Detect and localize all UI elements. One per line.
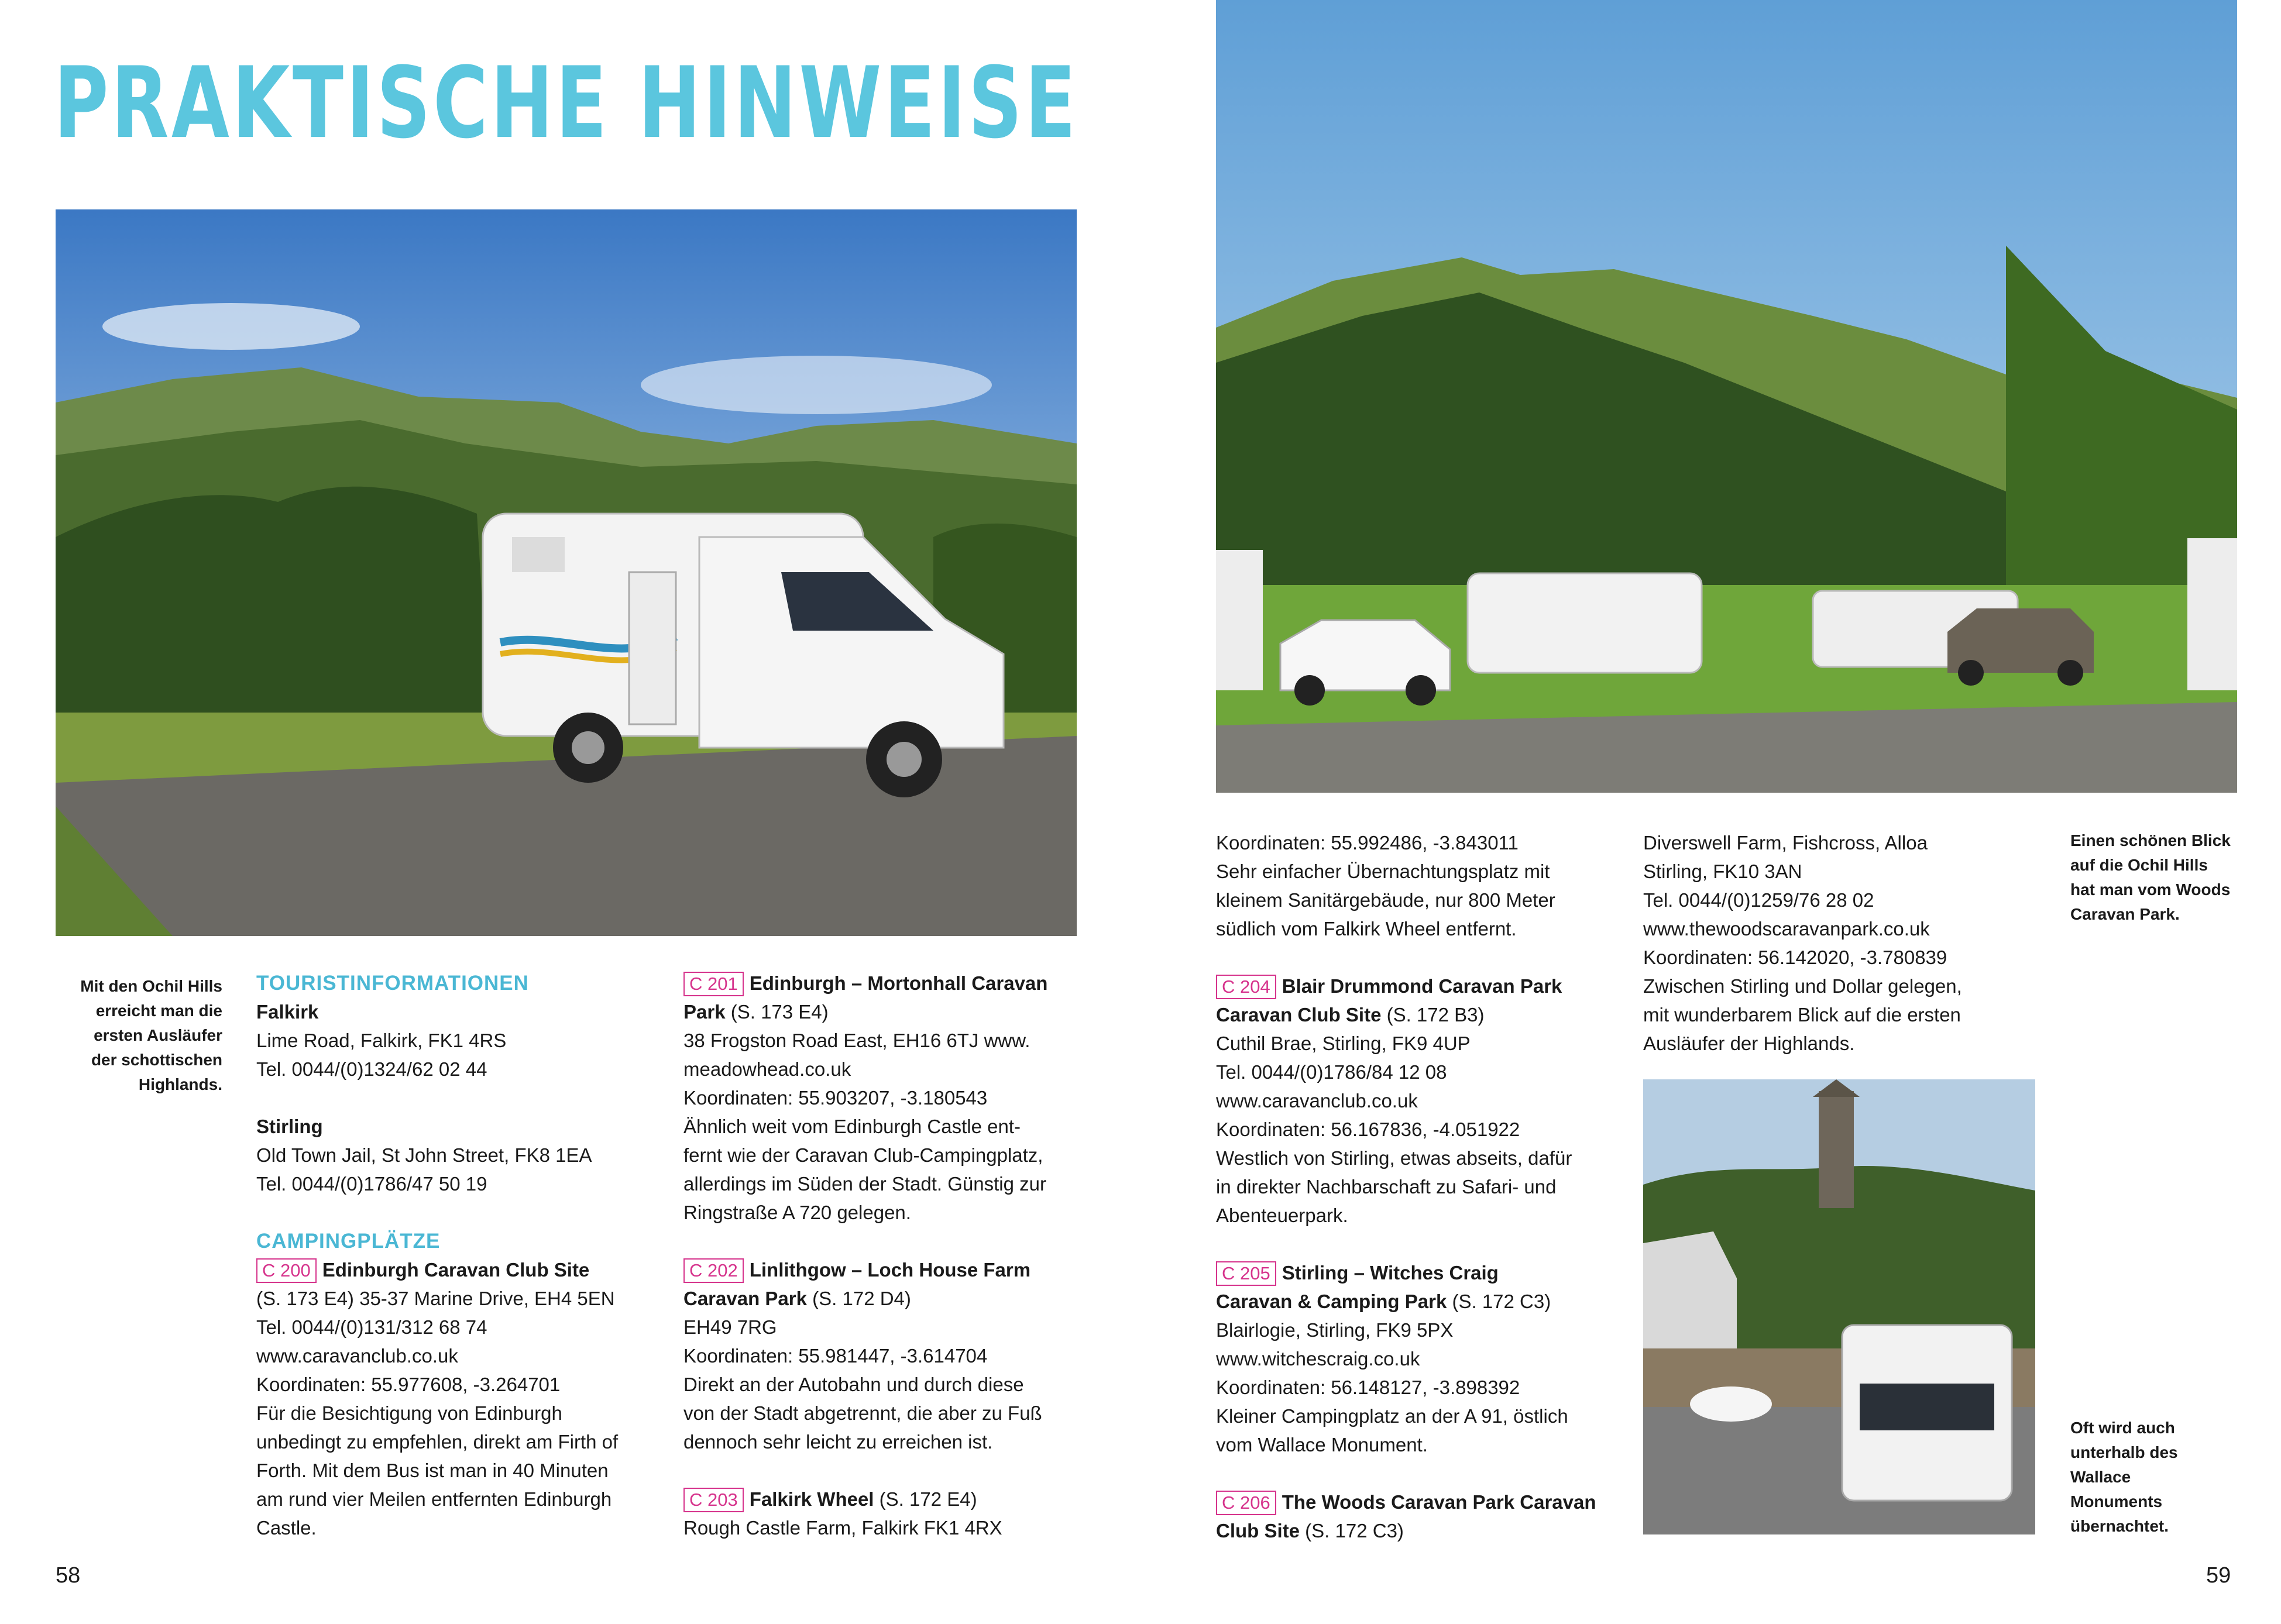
wallace-monument-photo — [1643, 1079, 2035, 1534]
entry-c202: C 202 Linlithgow – Loch House Farm — [683, 1255, 1105, 1284]
caravan-park-photo — [1216, 0, 2237, 793]
site-code-badge: C 205 — [1216, 1261, 1276, 1286]
section-heading-camping: CAMPINGPLÄTZE — [256, 1230, 441, 1253]
page-number-right: 59 — [2206, 1563, 2231, 1588]
entry-c203: C 203 Falkirk Wheel (S. 172 E4) — [683, 1485, 1105, 1513]
entry-c206: C 206 The Woods Caravan Park Caravan — [1216, 1488, 1626, 1516]
entry-title-falkirk: Falkirk — [256, 1001, 319, 1023]
entry-title-stirling: Stirling — [256, 1116, 323, 1137]
motorhome-photo — [56, 209, 1077, 936]
column-3: Koordinaten: 55.992486, -3.843011 Sehr einfacher Übernachtungsplatz mit kleinem Sanitärgebäude, nur 800 Meter südlich vom Falkirk Wheel entfernt. C 204 Blair Drummond Caravan Park Caravan Club Site (S. 172 B3) Cuthil Brae, Stirling, FK9 4UP Tel. 0044/(0)1786/84 12 08 www.caravanclub.co.uk Koordinaten: 56.167836, -4.051922 Westlich von Stirling, etwas abseits, dafür in direkter Nachbarschaft zu Safari- und Abenteuerpark. C 205 Stirling – Witches Craig Caravan & Camping Park (S. 172 C3) Blairlogie, Stirling, FK9 5PX www.witchescraig.co.uk Koordinaten: 56.148127, -3.898392 Kleiner Campingplatz an der A 91, östlich vom Wallace Monument. C 206 The Woods Caravan Park Caravan Club Site (S. 172 C3) — [1216, 828, 1626, 1545]
column-2: C 201 Edinburgh – Mortonhall Caravan Park (S. 173 E4) 38 Frogston Road East, EH16 6TJ www. meadowhead.co.uk Koordinaten: 55.903207, -3.180543 Ähnlich weit vom Edinburgh Castle ent- fernt wie der Caravan Club-Campingplatz, allerdings im Süden der Stadt. Günstig zur Ringstraße A 720 gelegen. C 202 Linlithgow – Loch House Farm Caravan Park (S. 172 D4) EH49 7RG Koordinaten: 55.981447, -3.614704 Direkt an der Autobahn und durch diese von der Stadt abgetrennt, die aber zu Fuß dennoch sehr leicht zu erreichen ist. C 203 Falkirk Wheel (S. 172 E4) Rough Castle Farm, Falkirk FK1 4RX — [683, 969, 1105, 1542]
entry-c201: C 201 Edinburgh – Mortonhall Caravan — [683, 969, 1105, 997]
entry-c204: C 204 Blair Drummond Caravan Park — [1216, 972, 1626, 1000]
left-photo-caption: Mit den Ochil Hills erreicht man die ersten Ausläufer der schottischen Highlands. — [80, 977, 222, 1093]
site-code-badge: C 204 — [1216, 975, 1276, 999]
site-code-badge: C 202 — [683, 1258, 744, 1283]
column-4: Diverswell Farm, Fishcross, Alloa Stirling, FK10 3AN Tel. 0044/(0)1259/76 28 02 www.thewoodscaravanpark.co.uk Koordinaten: 56.142020, -3.780839 Zwischen Stirling und Dollar gelegen, mit wunderbarem Blick auf die ersten Ausläufer der Highlands. — [1643, 832, 1962, 1054]
site-code-badge: C 201 — [683, 972, 744, 996]
right-photo-caption-top: Einen schönen Blick auf die Ochil Hills hat man vom Woods Caravan Park. — [2070, 831, 2231, 923]
site-code-badge: C 200 — [256, 1258, 317, 1283]
column-1: TOURISTINFORMATIONEN Falkirk Lime Road, Falkirk, FK1 4RS Tel. 0044/(0)1324/62 02 44 Stirling Old Town Jail, St John Street, FK8 1EA Tel. 0044/(0)1786/47 50 19 CAMPINGPLÄTZE C 200 Edinburgh Caravan Club Site (S. 173 E4) 35-37 Marine Drive, EH4 5EN Tel. 0044/(0)131/312 68 74 www.caravanclub.co.uk Koordinaten: 55.977608, -3.264701 Für die Besichtigung von Edinburgh unbedingt zu empfehlen, direkt am Firth of Forth. Mit dem Bus ist man in 40 Minuten am rund vier Meilen entfernten Edinburgh Castle. — [256, 969, 666, 1542]
page-title: PRAKTISCHE HINWEISE — [54, 46, 1079, 160]
entry-c200: C 200 Edinburgh Caravan Club Site — [256, 1255, 666, 1284]
site-code-badge: C 206 — [1216, 1491, 1276, 1515]
section-heading-touristinfo: TOURISTINFORMATIONEN — [256, 972, 529, 995]
site-code-badge: C 203 — [683, 1488, 744, 1512]
right-photo-caption-bottom: Oft wird auch unterhalb des Wallace Monuments übernachtet. — [2070, 1419, 2178, 1535]
page-number-left: 58 — [56, 1563, 81, 1588]
entry-c205: C 205 Stirling – Witches Craig — [1216, 1258, 1626, 1287]
